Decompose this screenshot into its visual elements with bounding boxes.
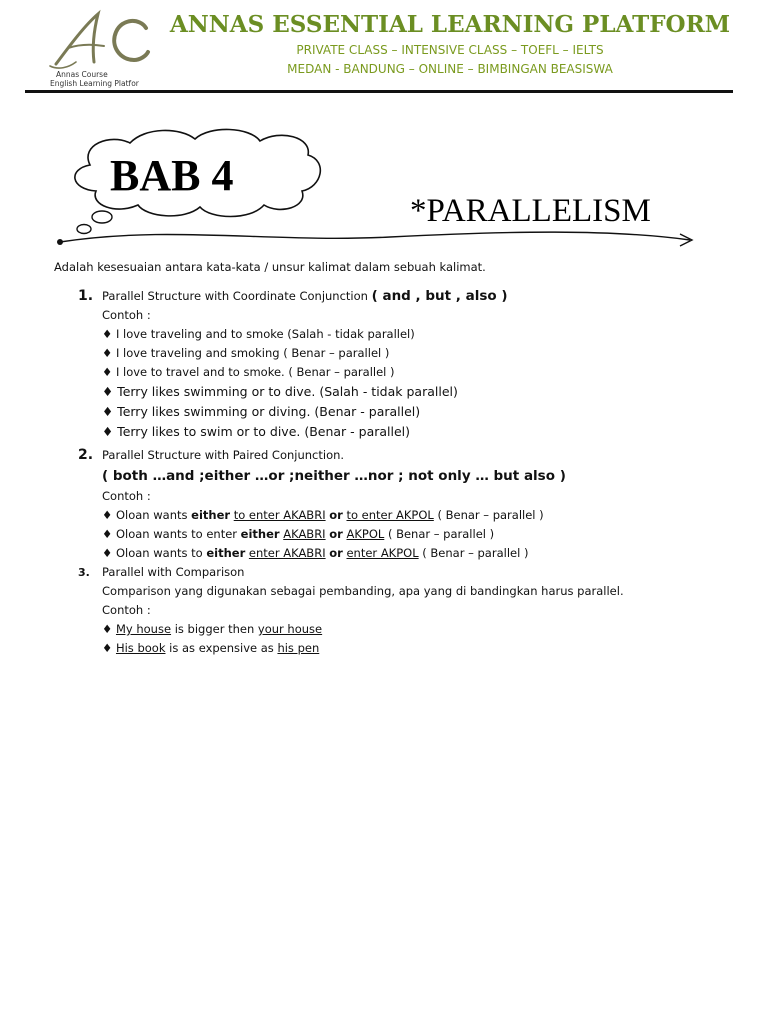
example-item: ♦ I love traveling and to smoke (Salah - tidak parallel) — [102, 327, 415, 341]
letterhead — [0, 0, 768, 96]
section-heading: Parallel with Comparison — [102, 565, 245, 579]
logo-caption-name: Annas Course — [56, 70, 108, 79]
logo-caption-tagline: English Learning Platfor — [50, 79, 139, 88]
example-item: ♦ Oloan wants to either enter AKABRI or enter AKPOL ( Benar – parallel ) — [102, 546, 529, 560]
example-item: ♦ I love traveling and smoking ( Benar – parallel ) — [102, 346, 390, 360]
example-item: ♦ Terry likes to swim or to dive. (Benar - parallel) — [102, 424, 411, 439]
section-heading: Parallel Structure with Paired Conjunction. — [102, 448, 345, 462]
example-item: ♦ His book is as expensive as his pen — [102, 641, 320, 655]
example-item: ♦ Terry likes swimming or diving. (Benar - parallel) — [102, 404, 421, 419]
section-paired-conjunction — [54, 446, 744, 563]
section-coordinate-conjunction — [54, 287, 744, 442]
section-number: 3. — [78, 566, 90, 579]
contoh-label: Contoh : — [102, 603, 151, 617]
ac-monogram-icon — [46, 8, 164, 72]
section-comparison — [54, 563, 744, 658]
section-heading — [102, 287, 744, 306]
chapter-heading — [50, 125, 750, 265]
example-item: ♦ I love to travel and to smoke. ( Benar – parallel ) — [102, 365, 395, 379]
platform-title: ANNAS ESSENTIAL LEARNING PLATFORM — [169, 11, 731, 38]
section-heading-text: Parallel Structure with Coordinate Conjunction — [102, 289, 372, 303]
paired-conjunctions-list: ( both …and ;either …or ;neither …nor ; not only … but also ) — [102, 468, 566, 484]
lesson-content — [54, 258, 744, 658]
brand-logo — [46, 8, 164, 88]
example-item: ♦ Oloan wants to enter either AKABRI or AKPOL ( Benar – parallel ) — [102, 527, 495, 541]
chapter-title: BAB 4 — [110, 151, 234, 200]
example-item: ♦ Oloan wants either to enter AKABRI or to enter AKPOL ( Benar – parallel ) — [102, 508, 544, 522]
definition-text: Adalah kesesuaian antara kata-kata / unsur kalimat dalam sebuah kalimat. — [54, 260, 486, 274]
header-divider — [25, 90, 733, 93]
section-number: 2. — [78, 447, 94, 463]
example-item: ♦ Terry likes swimming or to dive. (Salah - tidak parallel) — [102, 384, 458, 399]
platform-subtitle-locations: MEDAN - BANDUNG – ONLINE – BIMBINGAN BEASISWA — [287, 62, 613, 76]
chapter-topic: *PARALLELISM — [410, 193, 651, 229]
section-number: 1. — [78, 288, 94, 304]
contoh-label: Contoh : — [102, 308, 151, 322]
section-description: Comparison yang digunakan sebagai pembanding, apa yang di bandingkan harus parallel. — [102, 584, 624, 598]
platform-subtitle-classes: PRIVATE CLASS – INTENSIVE CLASS – TOEFL – IELTS — [296, 43, 604, 57]
section-heading-conjunctions: ( and , but , also ) — [371, 288, 508, 304]
contoh-label: Contoh : — [102, 489, 151, 503]
example-item: ♦ My house is bigger then your house — [102, 622, 323, 636]
